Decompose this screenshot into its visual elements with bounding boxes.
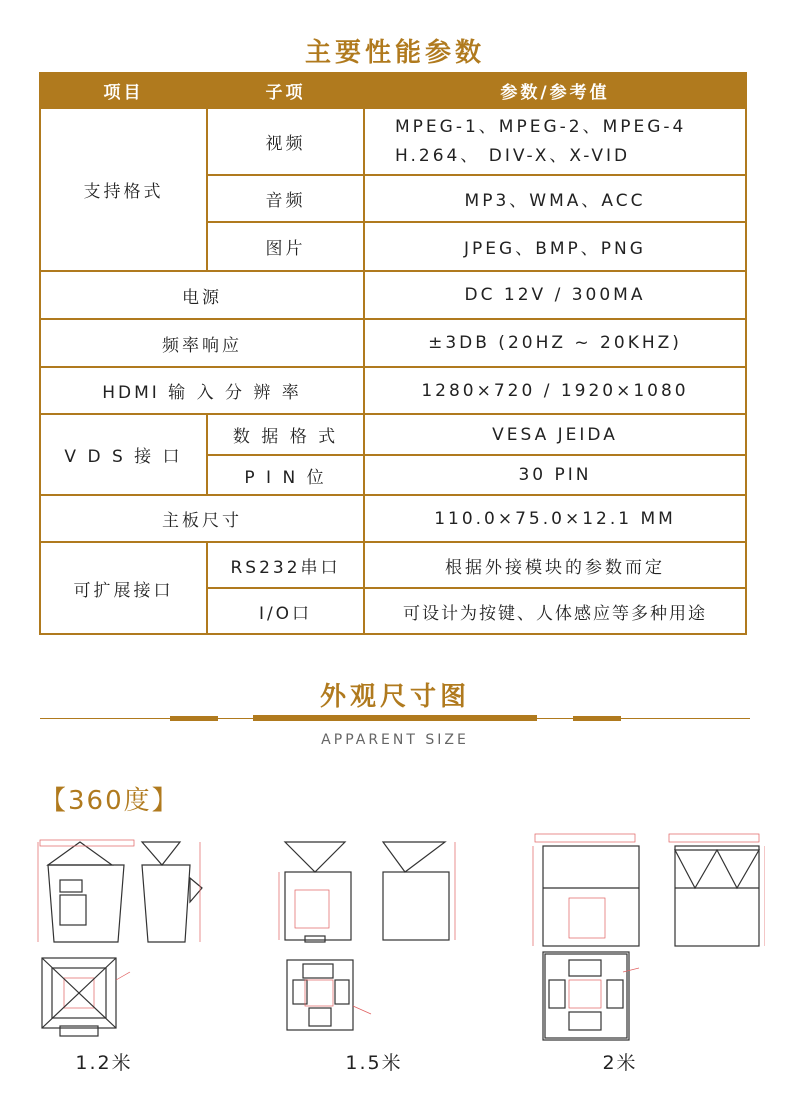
video-value-1: MPEG-1、MPEG-2、MPEG-4 — [395, 116, 687, 137]
table-row — [40, 108, 746, 175]
spec-title: 主要性能参数 — [304, 38, 485, 68]
audio-label: 音频 — [207, 175, 364, 222]
drawing-2m — [525, 830, 765, 1045]
vds-pin-label: P I N 位 — [207, 455, 364, 495]
table-row — [40, 367, 746, 414]
format-label: 支持格式 — [40, 108, 207, 271]
vds-pin-value: 30 PIN — [364, 455, 746, 495]
freq-value: ±3DB (20HZ ~ 20KHZ) — [364, 319, 746, 367]
appearance-subtitle: APPARENT SIZE — [321, 732, 469, 748]
image-label: 图片 — [207, 222, 364, 271]
rs232-value: 根据外接模块的参数而定 — [364, 542, 746, 588]
divider-accent-left — [170, 716, 218, 721]
hdmi-label: HDMI 输 入 分 辨 率 — [40, 367, 364, 414]
vds-label: V D S 接 口 — [40, 414, 207, 495]
caption-2m: 2米 — [602, 1052, 638, 1074]
freq-label: 频率响应 — [40, 319, 364, 367]
table-row — [40, 542, 746, 588]
header-subitem: 子项 — [207, 73, 364, 108]
spec-header-row — [40, 73, 746, 108]
header-item: 项目 — [40, 73, 207, 108]
caption-1-5m: 1.5米 — [345, 1052, 403, 1074]
video-value-2: H.264、 DIV-X、X-VID — [395, 145, 631, 166]
audio-value: MP3、WMA、ACC — [364, 175, 746, 222]
board-label: 主板尺寸 — [40, 495, 364, 542]
header-value: 参数/参考值 — [364, 73, 746, 108]
io-label: I/O口 — [207, 588, 364, 634]
board-value: 110.0×75.0×12.1 MM — [364, 495, 746, 542]
rs232-label: RS232串口 — [207, 542, 364, 588]
appearance-title: 外观尺寸图 — [319, 682, 470, 712]
drawing-1-2m — [30, 830, 220, 1040]
table-row — [40, 414, 746, 455]
vds-format-value: VESA JEIDA — [364, 414, 746, 455]
table-row — [40, 271, 746, 319]
image-value: JPEG、BMP、PNG — [364, 222, 746, 271]
io-value: 可设计为按键、人体感应等多种用途 — [364, 588, 746, 634]
divider-accent-right — [573, 716, 621, 721]
degree-label: 【360度】 — [40, 786, 180, 816]
ext-label: 可扩展接口 — [40, 542, 207, 634]
video-label: 视频 — [207, 108, 364, 175]
vds-format-label: 数 据 格 式 — [207, 414, 364, 455]
hdmi-value: 1280×720 / 1920×1080 — [364, 367, 746, 414]
caption-1-2m: 1.2米 — [75, 1052, 133, 1074]
power-label: 电源 — [40, 271, 364, 319]
spec-table — [39, 72, 747, 635]
power-value: DC 12V / 300MA — [364, 271, 746, 319]
table-row — [40, 319, 746, 367]
drawing-1-5m — [275, 830, 475, 1040]
divider-accent-center — [253, 715, 537, 721]
table-row — [40, 495, 746, 542]
